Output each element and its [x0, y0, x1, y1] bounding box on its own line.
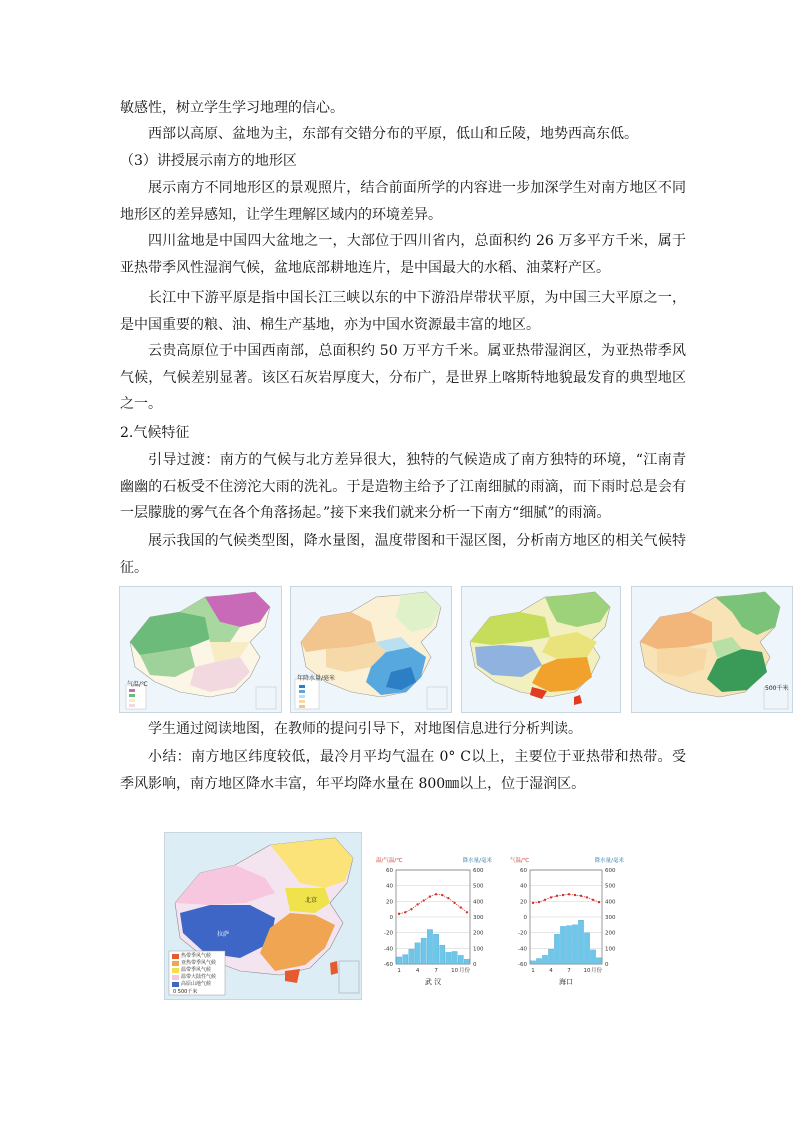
precip-bar	[560, 926, 565, 964]
map-scale: 0 500千米	[173, 989, 198, 995]
paragraph-5: 四川盆地是中国四大盆地之一，大部位于四川省内，总面积约 26 万多平方千米，属于亚热带季风性湿润气候，盆地底部耕地连片，是中国最大的水稻、油菜籽产区。	[120, 233, 686, 276]
y-tick-label: -40	[518, 946, 527, 953]
legend-item-2: 亚热带季风气候	[181, 960, 217, 966]
legend-item-1: 热带季风气候	[181, 953, 212, 959]
y2-tick-label: 300	[605, 915, 616, 921]
y2-tick-label: 200	[605, 930, 616, 937]
precip-bar	[554, 934, 559, 964]
temperature-point	[592, 899, 594, 901]
temperature-map	[119, 586, 282, 713]
precip-bar	[542, 955, 547, 964]
y-tick-label: -60	[384, 962, 393, 968]
precip-bar	[446, 952, 451, 964]
temperature-point	[460, 906, 462, 908]
temperature-point	[410, 908, 412, 910]
x-tick-label: 1	[531, 968, 535, 974]
paragraph-7: 云贵高原位于中国西南部，总面积约 50 万平方千米。属亚热带湿润区，为亚热带季风气候，气候差别显著。该区石灰岩厚度大，分布广，是世界上喀斯特地貌最发育的典型地区之一。	[120, 343, 686, 412]
temperature-point	[447, 897, 449, 899]
precip-bar	[548, 949, 553, 964]
y-tick-label: 20	[520, 899, 527, 906]
chart-title: 海口	[559, 978, 573, 986]
temperature-point	[544, 899, 546, 901]
temperature-point	[586, 896, 588, 898]
precip-bar	[409, 949, 414, 964]
dry-wet-zone-map	[631, 586, 793, 713]
paragraph-6: 长江中下游平原是指中国长江三峡以东的中下游沿岸带状平原，为中国三大平原之一，是中国重要的粮、油、棉生产基地，亦为中国水资源最丰富的地区。	[120, 290, 686, 333]
legend-item-3: 温带季风气候	[181, 967, 212, 973]
y-axis-title: 温/气温/℃	[376, 858, 403, 864]
precip-bar	[421, 938, 426, 964]
climate-chart-wuhan	[374, 852, 494, 997]
x-tick-label: 4	[415, 968, 420, 974]
precip-bar	[433, 934, 438, 964]
precipitation-legend-title: 年降水量/毫米	[297, 675, 336, 682]
temperature-point	[429, 895, 431, 897]
temperature-point	[580, 895, 582, 897]
paragraph-10: 展示我国的气候类型图，降水量图，温度带图和干湿区图，分析南方地区的相关气候特征。	[120, 533, 686, 576]
precip-bar	[452, 951, 457, 964]
precip-bar	[403, 955, 408, 964]
temperature-point	[538, 901, 540, 903]
precip-bar	[566, 926, 571, 964]
temperature-legend-title: 气温/℃	[127, 681, 148, 688]
paragraph-1: 敏感性，树立学生学习地理的信心。	[120, 100, 344, 116]
paragraph-2: 西部以高原、盆地为主，东部有交错分布的平原，低山和丘陵，地势西高东低。	[148, 126, 638, 142]
y2-tick-label: 400	[473, 899, 484, 906]
x-tick-label: 7	[434, 968, 438, 974]
y2-tick-label: 500	[605, 883, 616, 890]
x-axis-label: 月份	[458, 968, 470, 974]
precip-bar	[572, 925, 577, 964]
temperature-line	[533, 894, 599, 903]
temperature-line	[399, 894, 467, 914]
y2-tick-label: 100	[605, 946, 616, 953]
precip-bar	[396, 957, 401, 964]
city-label-beijing: 北京	[305, 897, 318, 904]
precip-bar	[536, 959, 541, 964]
section-heading-3: （3）讲授展示南方的地形区	[120, 153, 297, 169]
x-tick-label: 10	[451, 968, 459, 974]
y-tick-label: 0	[523, 915, 527, 921]
y2-tick-label: 500	[473, 883, 484, 890]
temperature-point	[532, 902, 534, 904]
temperature-point	[453, 902, 455, 904]
temperature-point	[441, 894, 443, 896]
y2-axis-title: 降水量/毫米	[594, 858, 624, 864]
paragraph-4: 展示南方不同地形区的景观照片，结合前面所学的内容进一步加深学生对南方地区不同地形区的差异感知，让学生理解区域内的环境差异。	[120, 180, 686, 223]
x-axis-label: 月份	[590, 968, 602, 974]
x-tick-label: 10	[583, 968, 591, 974]
temperature-point	[416, 903, 418, 905]
temperature-zone-map	[461, 586, 621, 713]
temperature-point	[404, 911, 406, 913]
y-tick-label: 20	[386, 899, 393, 906]
chart-title: 武 汉	[424, 978, 442, 986]
y2-tick-label: 0	[605, 962, 609, 968]
precip-bar	[584, 933, 589, 964]
y2-tick-label: 200	[473, 930, 484, 937]
precip-bar	[427, 930, 432, 964]
paragraph-12: 小结：南方地区纬度较低，最冷月平均气温在 0° C以上，主要位于亚热带和热带。受季风影响，南方地区降水丰富，年平均降水量在 800㎜以上，位于湿润区。	[120, 749, 686, 792]
temperature-point	[423, 899, 425, 901]
y-tick-label: 40	[386, 883, 393, 890]
paragraph-9: 引导过渡：南方的气候与北方差异很大，独特的气候造成了南方独特的环境，“江南青幽幽的石板受不住滂沱大雨的洗礼。于是造物主给予了江南细腻的雨滴，而下雨时总是会有一层朦胧的雾气在各个角落扬起。”接下来我们就来分析一下南方“细腻”的雨滴。	[120, 452, 686, 521]
climate-type-map	[164, 832, 362, 1000]
precipitation-map	[290, 586, 452, 713]
y2-tick-label: 100	[473, 946, 484, 953]
temperature-point	[550, 896, 552, 898]
precip-bar	[530, 961, 535, 964]
precip-bar	[590, 950, 595, 964]
y2-tick-label: 600	[473, 868, 484, 874]
temperature-point	[568, 893, 570, 895]
paragraph-11: 学生通过阅读地图，在教师的提问引导下，对地图信息进行分析判读。	[148, 721, 582, 737]
temperature-point	[435, 893, 437, 895]
y2-tick-label: 400	[605, 899, 616, 906]
y-tick-label: 40	[520, 883, 527, 890]
precip-bar	[415, 943, 420, 964]
legend-item-5: 高原山地气候	[181, 981, 212, 987]
temperature-point	[574, 894, 576, 896]
city-label-lhasa: 拉萨	[217, 931, 230, 938]
climate-chart-haikou	[508, 852, 626, 997]
precip-bar	[440, 945, 445, 964]
y-tick-label: -20	[384, 930, 393, 937]
legend-item-4: 温带大陆性气候	[181, 974, 217, 980]
temperature-point	[598, 901, 600, 903]
precip-bar	[596, 958, 601, 964]
y-tick-label: -20	[518, 930, 527, 937]
y2-tick-label: 0	[473, 962, 477, 968]
climate-chart-wuhan-svg	[374, 852, 494, 997]
dry-wet-scale: 500千米	[765, 685, 789, 692]
precip-bar	[578, 920, 583, 964]
temperature-point	[466, 911, 468, 913]
x-tick-label: 4	[549, 968, 553, 974]
precip-bar	[458, 955, 463, 964]
climate-chart-haikou-svg	[508, 852, 626, 997]
temperature-point	[556, 895, 558, 897]
y-tick-label: 60	[386, 868, 393, 874]
y-tick-label: -40	[384, 946, 393, 953]
y-tick-label: 60	[520, 868, 527, 874]
temperature-point	[398, 913, 400, 915]
y2-axis-title: 降水量/毫米	[462, 858, 492, 864]
x-tick-label: 7	[567, 968, 571, 974]
x-tick-label: 1	[397, 968, 401, 974]
section-heading-climate: 2.气候特征	[120, 425, 190, 441]
precip-bar	[464, 959, 469, 964]
y-tick-label: 0	[389, 915, 393, 921]
temperature-point	[562, 894, 564, 896]
y-tick-label: -60	[518, 962, 527, 968]
y-axis-title: 气温/℃	[510, 858, 530, 864]
y2-tick-label: 600	[605, 868, 616, 874]
y2-tick-label: 300	[473, 915, 484, 921]
